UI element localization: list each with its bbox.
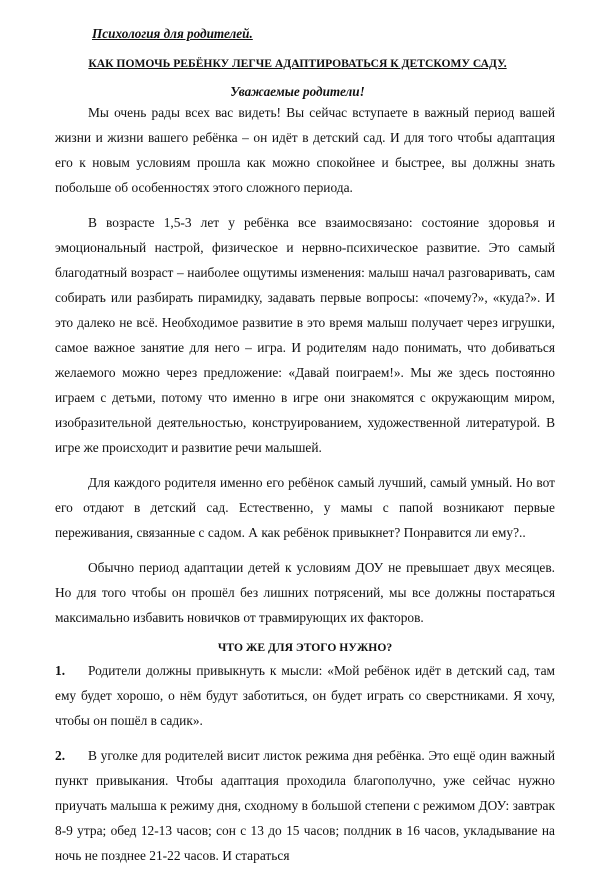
- list-item-2: [55, 743, 555, 868]
- list-item-number: 2.: [55, 748, 66, 763]
- list-item-number: 1.: [55, 663, 66, 678]
- list-item-text: Родители должны привыкнуть к мысли: «Мой ребёнок идёт в детский сад, там ему будет хорошо, о нём будут заботиться, он будет играть со сверстниками. Я хочу, чтобы он пошёл в садик».: [55, 663, 555, 728]
- rubric-heading: Психология для родителей.: [92, 26, 253, 41]
- list-item-text: В уголке для родителей висит листок режима дня ребёнка. Это ещё один важный пункт привыкания. Чтобы адаптация проходила благополучно, уже сейчас нужно приучать малыша к режиму дня, сходному в большой степени с режимом ДОУ: завтрак 8-9 утра; обед 12-13 часов; сон с 13 до 15 часов; полдник в 16 часов, укладывание на ночь не позднее 21-22 часов. И стараться: [55, 748, 555, 863]
- section-title: ЧТО ЖЕ ДЛЯ ЭТОГО НУЖНО?: [217, 641, 393, 654]
- greeting-heading: Уважаемые родители!: [230, 84, 365, 99]
- document-title: КАК ПОМОЧЬ РЕБЁНКУ ЛЕГЧЕ АДАПТИРОВАТЬСЯ К ДЕТСКОМУ САДУ.: [88, 57, 507, 70]
- paragraph-4: Обычно период адаптации детей к условиям ДОУ не превышает двух месяцев. Но для того чтобы он прошёл без лишних потрясений, мы все должны постараться максимально избавить новичков от травмирующих их факторов.: [55, 560, 555, 625]
- paragraph-3: Для каждого родителя именно его ребёнок самый лучший, самый умный. Но вот его отдают в детский сад. Естественно, у мамы с папой возникают первые переживания, связанные с садом. А как ребёнок привыкнет? Понравится ли ему?..: [55, 475, 555, 540]
- paragraph-1: Мы очень рады всех вас видеть! Вы сейчас вступаете в важный период вашей жизни и жизни вашего ребёнка – он идёт в детский сад. И для того чтобы адаптация его к новым условиям прошла как можно спокойнее и быстрее, вы должны знать побольше об особенностях этого сложного периода.: [55, 105, 555, 195]
- document-body: [55, 100, 555, 878]
- paragraph-2: В возрасте 1,5-3 лет у ребёнка все взаимосвязано: состояние здоровья и эмоциональный настрой, физическое и нервно-психическое развитие. Это самый благодатный возраст – наиболее ощутимы изменения: малыш начал разговаривать, сам собирать или разбирать пирамидку, задавать первые вопросы: «почему?», «куда?». И это далеко не всё. Необходимое развитие в это время малыш получает через игрушки, самое важное занятие для него – игра. И родителям надо понимать, что добиваться желаемого можно через предложение: «Давай поиграем!». Мы же здесь постоянно играем с детьми, потому что именно в игре они знакомятся с окружающим миром, изобразительной деятельностью, конструированием, художественной литературой. В игре же происходит и развитие речи малышей.: [55, 215, 555, 455]
- list-item-1: [55, 658, 555, 733]
